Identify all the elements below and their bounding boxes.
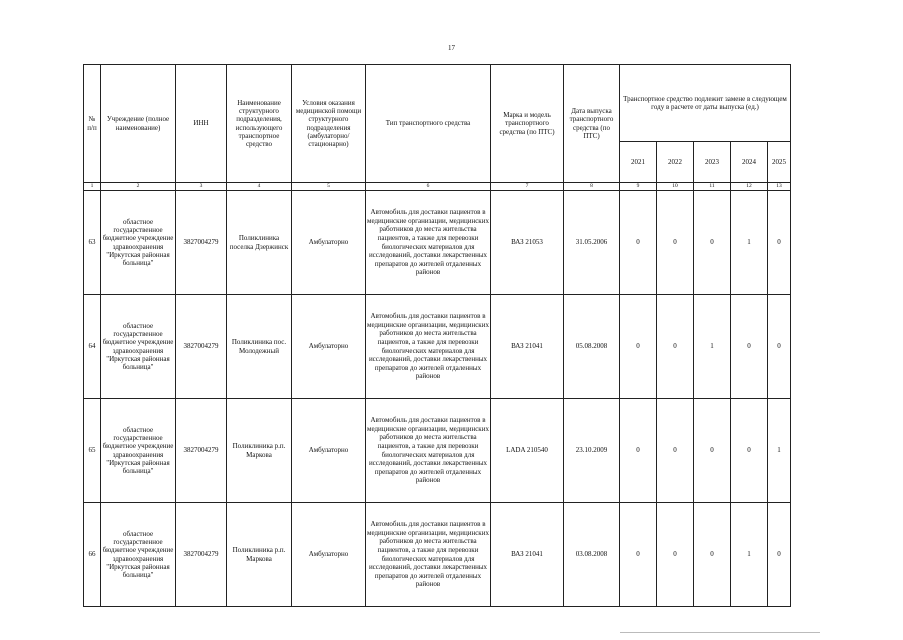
- row-division: Поликлиника р.п. Маркова: [227, 503, 292, 607]
- row-inn: 3827004279: [176, 399, 227, 503]
- row-model: ВАЗ 21053: [491, 191, 564, 295]
- column-number: 5: [292, 183, 366, 191]
- page-number: 17: [448, 44, 455, 52]
- row-value-2024: 1: [731, 191, 768, 295]
- row-value-2021: 0: [620, 191, 657, 295]
- row-division: Поликлиника пос. Молодежный: [227, 295, 292, 399]
- column-number: 7: [491, 183, 564, 191]
- row-inn: 3827004279: [176, 295, 227, 399]
- row-value-2023: 0: [694, 191, 731, 295]
- row-value-2023: 0: [694, 399, 731, 503]
- row-release-date: 03.08.2008: [564, 503, 620, 607]
- header-row: [84, 65, 791, 142]
- column-number: 11: [694, 183, 731, 191]
- header-year: 2024: [731, 142, 768, 183]
- table-row: [84, 295, 791, 399]
- column-number: 2: [101, 183, 176, 191]
- scan-artifact-line: [620, 632, 820, 633]
- row-value-2024: 0: [731, 295, 768, 399]
- row-num: 63: [84, 191, 101, 295]
- row-release-date: 23.10.2009: [564, 399, 620, 503]
- row-conditions: Амбулаторно: [292, 503, 366, 607]
- header-year: 2021: [620, 142, 657, 183]
- row-model: ВАЗ 21041: [491, 295, 564, 399]
- row-value-2022: 0: [657, 399, 694, 503]
- row-institution: областное государственное бюджетное учреждение здравоохранения "Иркутская районная больница": [101, 399, 176, 503]
- row-num: 64: [84, 295, 101, 399]
- column-numbers-row: [84, 183, 791, 191]
- header-replacement: Транспортное средство подлежит замене в следующем году в расчете от даты выпуска (ед.): [620, 65, 791, 142]
- column-number: 12: [731, 183, 768, 191]
- row-value-2025: 0: [768, 295, 791, 399]
- row-vehicle-type: Автомобиль для доставки пациентов в медицинские организации, медицинских работников до места жительства пациентов, а также для перевозки биологических материалов для исследований, доставки лекарственных препаратов до жителей отдаленных районов: [366, 295, 491, 399]
- header-release-date: Дата выпуска транспортного средства (по ПТС): [564, 65, 620, 183]
- row-value-2023: 1: [694, 295, 731, 399]
- row-vehicle-type: Автомобиль для доставки пациентов в медицинские организации, медицинских работников до места жительства пациентов, а также для перевозки биологических материалов для исследований, доставки лекарственных препаратов до жителей отдаленных районов: [366, 503, 491, 607]
- row-value-2025: 1: [768, 399, 791, 503]
- row-division: Поликлиника поселка Дзержинск: [227, 191, 292, 295]
- header-year: 2022: [657, 142, 694, 183]
- header-vehicle-type: Тип транспортного средства: [366, 65, 491, 183]
- table-row: [84, 399, 791, 503]
- header-institution: Учреждение (полное наименование): [101, 65, 176, 183]
- row-value-2022: 0: [657, 191, 694, 295]
- row-release-date: 05.08.2008: [564, 295, 620, 399]
- table-row: [84, 191, 791, 295]
- header-inn: ИНН: [176, 65, 227, 183]
- column-number: 6: [366, 183, 491, 191]
- row-release-date: 31.05.2006: [564, 191, 620, 295]
- row-inn: 3827004279: [176, 503, 227, 607]
- row-conditions: Амбулаторно: [292, 295, 366, 399]
- column-number: 10: [657, 183, 694, 191]
- row-value-2023: 0: [694, 503, 731, 607]
- row-model: LADA 210540: [491, 399, 564, 503]
- row-value-2021: 0: [620, 399, 657, 503]
- row-value-2025: 0: [768, 503, 791, 607]
- row-value-2021: 0: [620, 295, 657, 399]
- header-year: 2025: [768, 142, 791, 183]
- row-num: 66: [84, 503, 101, 607]
- column-number: 9: [620, 183, 657, 191]
- row-model: ВАЗ 21041: [491, 503, 564, 607]
- column-number: 1: [84, 183, 101, 191]
- row-value-2025: 0: [768, 191, 791, 295]
- column-number: 4: [227, 183, 292, 191]
- row-institution: областное государственное бюджетное учреждение здравоохранения "Иркутская районная больница": [101, 191, 176, 295]
- row-value-2022: 0: [657, 503, 694, 607]
- row-vehicle-type: Автомобиль для доставки пациентов в медицинские организации, медицинских работников до места жительства пациентов, а также для перевозки биологических материалов для исследований, доставки лекарственных препаратов до жителей отдаленных районов: [366, 399, 491, 503]
- row-num: 65: [84, 399, 101, 503]
- row-vehicle-type: Автомобиль для доставки пациентов в медицинские организации, медицинских работников до места жительства пациентов, а также для перевозки биологических материалов для исследований, доставки лекарственных препаратов до жителей отдаленных районов: [366, 191, 491, 295]
- row-value-2021: 0: [620, 503, 657, 607]
- row-value-2022: 0: [657, 295, 694, 399]
- vehicle-replacement-table: [83, 64, 791, 607]
- header-conditions: Условия оказания медицинской помощи структурного подразделения (амбулаторно/ стационарно): [292, 65, 366, 183]
- column-number: 8: [564, 183, 620, 191]
- row-conditions: Амбулаторно: [292, 399, 366, 503]
- table-row: [84, 503, 791, 607]
- row-conditions: Амбулаторно: [292, 191, 366, 295]
- column-number: 13: [768, 183, 791, 191]
- row-inn: 3827004279: [176, 191, 227, 295]
- row-value-2024: 0: [731, 399, 768, 503]
- row-division: Поликлиника р.п. Маркова: [227, 399, 292, 503]
- header-num: № п/п: [84, 65, 101, 183]
- header-division: Наименование структурного подразделения, использующего транспортное средство: [227, 65, 292, 183]
- header-year: 2023: [694, 142, 731, 183]
- row-institution: областное государственное бюджетное учреждение здравоохранения "Иркутская районная больница": [101, 503, 176, 607]
- column-number: 3: [176, 183, 227, 191]
- header-model: Марка и модель транспортного средства (по ПТС): [491, 65, 564, 183]
- row-value-2024: 1: [731, 503, 768, 607]
- row-institution: областное государственное бюджетное учреждение здравоохранения "Иркутская районная больница": [101, 295, 176, 399]
